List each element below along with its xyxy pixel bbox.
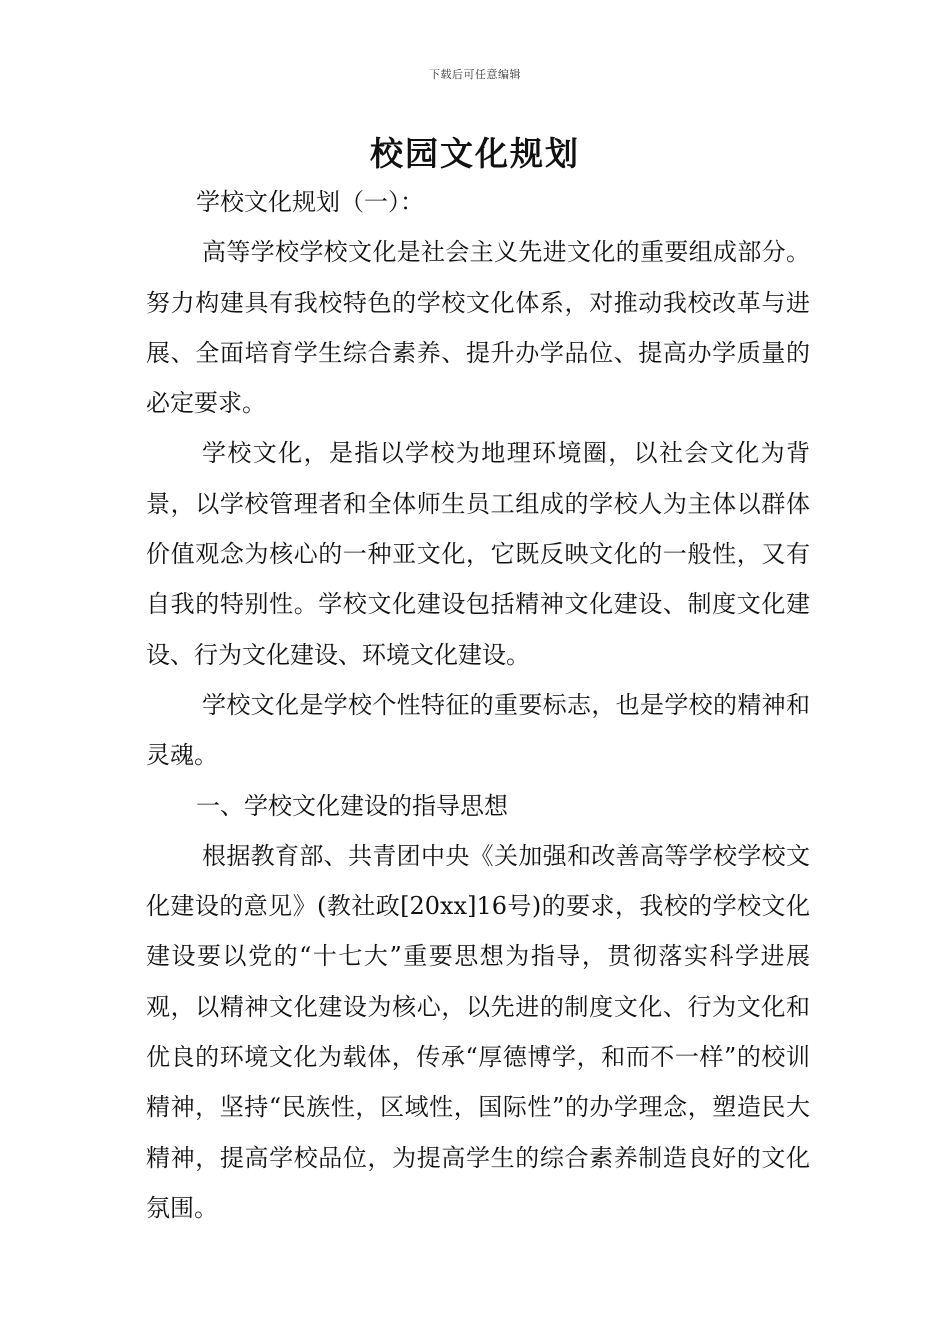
header-note: 下载后可任意编辑: [429, 68, 521, 81]
paragraph: 根据教育部、共青团中央《关加强和改善高等学校学校文化建设的意见》(教社政[20xx]16号)的要求，我校的学校文化建设要以党的“十七大”重要思想为指导，贯彻落实科学进展观，以精神文化建设为核心，以先进的制度文化、行为文化和优良的环境文化为载体，传承“厚德博学，和而不一样”的校训精神，坚持“民族性，区域性，国际性”的办学理念，塑造民大精神，提高学校品位，为提高学生的综合素养制造良好的文化氛围。: [146, 841, 810, 1222]
document-body: [146, 177, 810, 1233]
paragraph: 学校文化是学校个性特征的重要标志，也是学校的精神和灵魂。: [146, 690, 810, 770]
document-title: 校园文化规划: [370, 134, 580, 173]
section-heading: 学校文化规划（一）：: [196, 188, 424, 216]
paragraph: 学校文化，是指以学校为地理环境圈，以社会文化为背景，以学校管理者和全体师生员工组成的学校人为主体以群体价值观念为核心的一种亚文化，它既反映文化的一般性，又有自我的特别性。学校文化建设包括精神文化建设、制度文化建设、行为文化建设、环境文化建设。: [146, 439, 810, 669]
section-heading: 一、学校文化建设的指导思想: [196, 791, 508, 820]
paragraph: 高等学校学校文化是社会主义先进文化的重要组成部分。努力构建具有我校特色的学校文化体系，对推动我校改革与进展、全面培育学生综合素养、提升办学品位、提高办学质量的必定要求。: [146, 238, 810, 418]
